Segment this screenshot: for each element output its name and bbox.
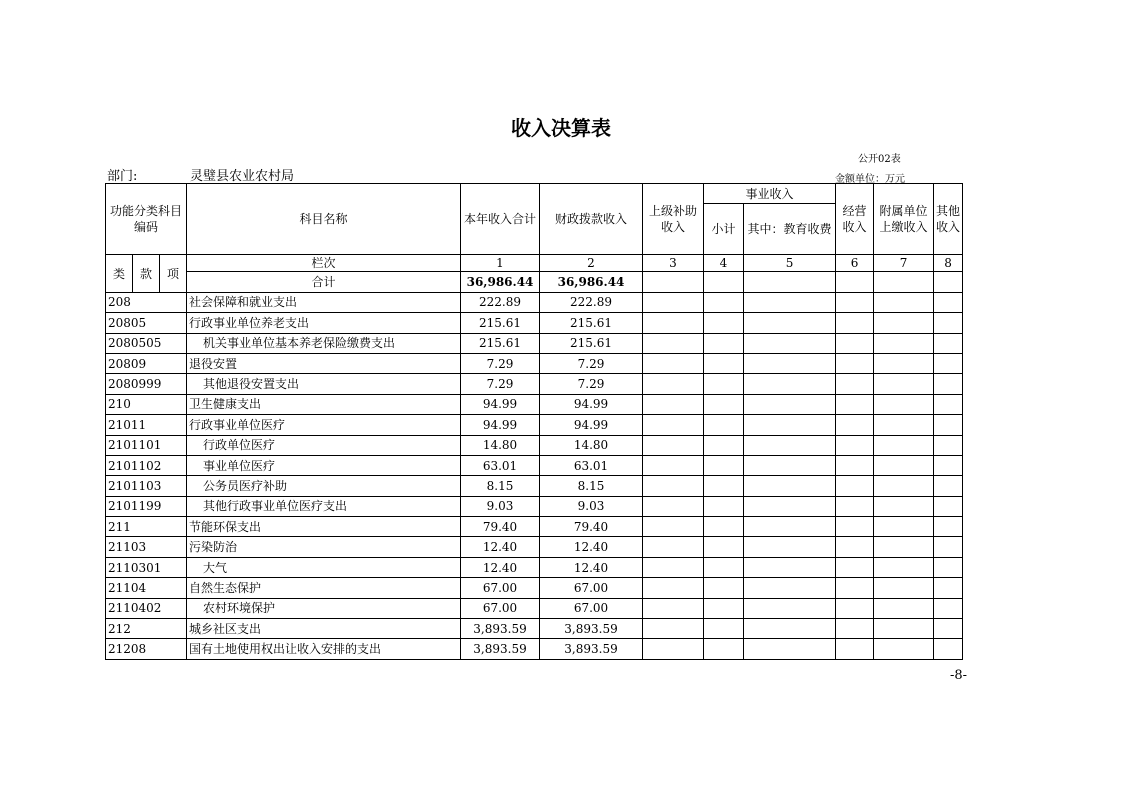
empty-cell bbox=[934, 557, 963, 577]
empty-cell bbox=[704, 517, 744, 537]
empty-cell bbox=[874, 496, 934, 516]
empty-cell bbox=[836, 394, 874, 414]
form-code: 公开02表 bbox=[858, 154, 901, 165]
empty-cell bbox=[744, 353, 836, 373]
empty-cell bbox=[934, 435, 963, 455]
empty-cell bbox=[704, 374, 744, 394]
empty-cell bbox=[934, 394, 963, 414]
table-row bbox=[106, 517, 963, 537]
row-total: 3,893.59 bbox=[461, 619, 540, 639]
empty-cell bbox=[643, 394, 704, 414]
row-fiscal: 3,893.59 bbox=[540, 619, 643, 639]
empty-cell bbox=[874, 557, 934, 577]
empty-cell bbox=[934, 292, 963, 312]
row-total: 14.80 bbox=[461, 435, 540, 455]
empty-cell bbox=[874, 313, 934, 333]
table-row bbox=[106, 435, 963, 455]
empty-cell bbox=[643, 517, 704, 537]
header-lanci: 栏次 bbox=[187, 255, 461, 272]
row-fiscal: 7.29 bbox=[540, 353, 643, 373]
empty-cell bbox=[744, 517, 836, 537]
empty-cell bbox=[836, 292, 874, 312]
row-code: 208 bbox=[106, 292, 187, 312]
row-name: 退役安置 bbox=[187, 353, 461, 373]
empty-cell bbox=[934, 496, 963, 516]
dept-label: 部门: bbox=[107, 169, 138, 184]
row-total: 12.40 bbox=[461, 537, 540, 557]
empty-cell bbox=[836, 578, 874, 598]
empty-cell bbox=[874, 292, 934, 312]
row-total: 79.40 bbox=[461, 517, 540, 537]
empty-cell bbox=[704, 333, 744, 353]
row-total: 8.15 bbox=[461, 476, 540, 496]
empty-cell bbox=[744, 394, 836, 414]
empty-cell bbox=[704, 578, 744, 598]
empty-cell bbox=[704, 394, 744, 414]
row-code: 2101103 bbox=[106, 476, 187, 496]
header-other: 其他收入 bbox=[934, 184, 963, 255]
empty-cell bbox=[934, 415, 963, 435]
empty-cell bbox=[744, 496, 836, 516]
table-row bbox=[106, 619, 963, 639]
row-code: 20809 bbox=[106, 353, 187, 373]
empty-cell bbox=[934, 598, 963, 618]
empty-cell bbox=[744, 537, 836, 557]
empty-cell bbox=[643, 598, 704, 618]
row-code: 21208 bbox=[106, 639, 187, 659]
empty-cell bbox=[934, 639, 963, 659]
empty-cell bbox=[643, 619, 704, 639]
row-code: 2110402 bbox=[106, 598, 187, 618]
empty-cell bbox=[874, 455, 934, 475]
col-index-5: 5 bbox=[744, 255, 836, 272]
row-fiscal: 94.99 bbox=[540, 415, 643, 435]
row-code: 2080999 bbox=[106, 374, 187, 394]
empty-cell bbox=[744, 598, 836, 618]
row-fiscal: 12.40 bbox=[540, 537, 643, 557]
empty-cell bbox=[934, 333, 963, 353]
empty-cell bbox=[643, 455, 704, 475]
empty-cell bbox=[744, 578, 836, 598]
row-fiscal: 63.01 bbox=[540, 455, 643, 475]
empty-cell bbox=[874, 394, 934, 414]
header-operating: 经营收入 bbox=[836, 184, 874, 255]
empty-cell bbox=[874, 619, 934, 639]
row-fiscal: 7.29 bbox=[540, 374, 643, 394]
empty-cell bbox=[744, 557, 836, 577]
row-name: 卫生健康支出 bbox=[187, 394, 461, 414]
header-xiang: 项 bbox=[160, 255, 187, 292]
empty-cell bbox=[704, 639, 744, 659]
table-row bbox=[106, 292, 963, 312]
empty-cell bbox=[643, 313, 704, 333]
table-row bbox=[106, 598, 963, 618]
empty-cell bbox=[934, 455, 963, 475]
row-code: 21103 bbox=[106, 537, 187, 557]
empty-cell bbox=[704, 557, 744, 577]
empty-cell bbox=[934, 578, 963, 598]
row-code: 2080505 bbox=[106, 333, 187, 353]
row-fiscal: 9.03 bbox=[540, 496, 643, 516]
row-total: 94.99 bbox=[461, 415, 540, 435]
empty-cell bbox=[934, 517, 963, 537]
empty-cell bbox=[836, 353, 874, 373]
empty-cell bbox=[836, 496, 874, 516]
table-row bbox=[106, 537, 963, 557]
total-label: 合计 bbox=[187, 272, 461, 292]
row-fiscal: 222.89 bbox=[540, 292, 643, 312]
empty-cell bbox=[836, 557, 874, 577]
header-total-income: 本年收入合计 bbox=[461, 184, 540, 255]
empty-cell bbox=[643, 415, 704, 435]
row-fiscal: 94.99 bbox=[540, 394, 643, 414]
empty-cell bbox=[836, 415, 874, 435]
empty-cell bbox=[836, 619, 874, 639]
empty-cell bbox=[643, 557, 704, 577]
row-name: 大气 bbox=[187, 557, 461, 577]
header-lei: 类 bbox=[106, 255, 133, 292]
empty-cell bbox=[704, 496, 744, 516]
row-fiscal: 14.80 bbox=[540, 435, 643, 455]
total-income-value: 36,986.44 bbox=[461, 272, 540, 292]
row-name: 自然生态保护 bbox=[187, 578, 461, 598]
empty-cell bbox=[643, 292, 704, 312]
row-name: 农村环境保护 bbox=[187, 598, 461, 618]
col-index-8: 8 bbox=[934, 255, 963, 272]
empty-cell bbox=[934, 353, 963, 373]
empty-cell bbox=[643, 578, 704, 598]
row-total: 94.99 bbox=[461, 394, 540, 414]
header-kuan: 款 bbox=[133, 255, 160, 292]
row-fiscal: 8.15 bbox=[540, 476, 643, 496]
row-total: 12.40 bbox=[461, 557, 540, 577]
empty-cell bbox=[643, 476, 704, 496]
empty-cell bbox=[836, 476, 874, 496]
dept-value: 灵璧县农业农村局 bbox=[190, 169, 295, 184]
empty-cell bbox=[836, 517, 874, 537]
row-name: 事业单位医疗 bbox=[187, 455, 461, 475]
row-total: 7.29 bbox=[461, 374, 540, 394]
row-name: 污染防治 bbox=[187, 537, 461, 557]
empty-cell bbox=[874, 598, 934, 618]
empty-cell bbox=[874, 476, 934, 496]
row-name: 公务员医疗补助 bbox=[187, 476, 461, 496]
header-func-code: 功能分类科目编码 bbox=[106, 184, 187, 255]
empty-cell bbox=[744, 374, 836, 394]
empty-cell bbox=[874, 415, 934, 435]
empty-cell bbox=[934, 374, 963, 394]
header-education: 其中：教育收费 bbox=[744, 204, 836, 255]
empty-cell bbox=[836, 435, 874, 455]
row-total: 215.61 bbox=[461, 333, 540, 353]
empty-cell bbox=[643, 374, 704, 394]
row-fiscal: 215.61 bbox=[540, 313, 643, 333]
empty-cell bbox=[934, 619, 963, 639]
empty-cell bbox=[744, 639, 836, 659]
row-code: 21011 bbox=[106, 415, 187, 435]
empty-cell bbox=[704, 476, 744, 496]
row-total: 222.89 bbox=[461, 292, 540, 312]
row-fiscal: 79.40 bbox=[540, 517, 643, 537]
row-name: 机关事业单位基本养老保险缴费支出 bbox=[187, 333, 461, 353]
empty-cell bbox=[704, 313, 744, 333]
empty-cell bbox=[874, 353, 934, 373]
empty-cell bbox=[874, 435, 934, 455]
row-name: 城乡社区支出 bbox=[187, 619, 461, 639]
table-row bbox=[106, 353, 963, 373]
table-row bbox=[106, 496, 963, 516]
row-total: 215.61 bbox=[461, 313, 540, 333]
header-fiscal: 财政拨款收入 bbox=[540, 184, 643, 255]
empty-cell bbox=[836, 598, 874, 618]
table-row bbox=[106, 313, 963, 333]
table-row bbox=[106, 476, 963, 496]
row-total: 63.01 bbox=[461, 455, 540, 475]
table-row bbox=[106, 415, 963, 435]
empty-cell bbox=[934, 476, 963, 496]
table-row bbox=[106, 394, 963, 414]
header-affiliated: 附属单位上缴收入 bbox=[874, 184, 934, 255]
table-row bbox=[106, 639, 963, 659]
empty-cell bbox=[874, 333, 934, 353]
row-fiscal: 67.00 bbox=[540, 598, 643, 618]
row-name: 其他退役安置支出 bbox=[187, 374, 461, 394]
row-code: 211 bbox=[106, 517, 187, 537]
col-index-1: 1 bbox=[461, 255, 540, 272]
empty-cell bbox=[744, 435, 836, 455]
empty-cell bbox=[643, 333, 704, 353]
row-name: 行政事业单位医疗 bbox=[187, 415, 461, 435]
header-business: 事业收入 bbox=[704, 184, 836, 204]
empty-cell bbox=[643, 537, 704, 557]
row-total: 3,893.59 bbox=[461, 639, 540, 659]
empty-cell bbox=[744, 313, 836, 333]
row-code: 2101102 bbox=[106, 455, 187, 475]
empty-cell bbox=[704, 619, 744, 639]
col-index-3: 3 bbox=[643, 255, 704, 272]
row-fiscal: 67.00 bbox=[540, 578, 643, 598]
empty-cell bbox=[643, 639, 704, 659]
table-row bbox=[106, 374, 963, 394]
income-table bbox=[105, 183, 963, 660]
empty-cell bbox=[874, 639, 934, 659]
empty-cell bbox=[836, 374, 874, 394]
col-index-2: 2 bbox=[540, 255, 643, 272]
row-name: 国有土地使用权出让收入安排的支出 bbox=[187, 639, 461, 659]
row-total: 7.29 bbox=[461, 353, 540, 373]
empty-cell bbox=[704, 537, 744, 557]
empty-cell bbox=[643, 496, 704, 516]
empty-cell bbox=[704, 598, 744, 618]
row-code: 210 bbox=[106, 394, 187, 414]
col-index-7: 7 bbox=[874, 255, 934, 272]
row-name: 其他行政事业单位医疗支出 bbox=[187, 496, 461, 516]
empty-cell bbox=[744, 415, 836, 435]
table-row bbox=[106, 333, 963, 353]
empty-cell bbox=[744, 333, 836, 353]
empty-cell bbox=[744, 455, 836, 475]
row-fiscal: 12.40 bbox=[540, 557, 643, 577]
empty-cell bbox=[874, 517, 934, 537]
row-name: 社会保障和就业支出 bbox=[187, 292, 461, 312]
table-row bbox=[106, 578, 963, 598]
col-index-4: 4 bbox=[704, 255, 744, 272]
empty-cell bbox=[643, 353, 704, 373]
row-code: 212 bbox=[106, 619, 187, 639]
row-name: 行政单位医疗 bbox=[187, 435, 461, 455]
empty-cell bbox=[744, 292, 836, 312]
row-code: 2101101 bbox=[106, 435, 187, 455]
empty-cell bbox=[836, 639, 874, 659]
empty-cell bbox=[874, 578, 934, 598]
header-subtotal: 小计 bbox=[704, 204, 744, 255]
empty-cell bbox=[744, 619, 836, 639]
table-row bbox=[106, 455, 963, 475]
empty-cell bbox=[836, 455, 874, 475]
header-superior: 上级补助收入 bbox=[643, 184, 704, 255]
row-code: 20805 bbox=[106, 313, 187, 333]
row-name: 节能环保支出 bbox=[187, 517, 461, 537]
row-total: 67.00 bbox=[461, 598, 540, 618]
row-total: 9.03 bbox=[461, 496, 540, 516]
row-fiscal: 3,893.59 bbox=[540, 639, 643, 659]
unit-label: 金额单位：万元 bbox=[835, 174, 905, 185]
row-name: 行政事业单位养老支出 bbox=[187, 313, 461, 333]
empty-cell bbox=[836, 333, 874, 353]
empty-cell bbox=[643, 435, 704, 455]
col-index-6: 6 bbox=[836, 255, 874, 272]
empty-cell bbox=[704, 435, 744, 455]
row-fiscal: 215.61 bbox=[540, 333, 643, 353]
row-code: 21104 bbox=[106, 578, 187, 598]
empty-cell bbox=[934, 313, 963, 333]
empty-cell bbox=[704, 292, 744, 312]
row-total: 67.00 bbox=[461, 578, 540, 598]
total-row bbox=[106, 272, 963, 292]
page-number: -8- bbox=[950, 668, 968, 683]
total-fiscal-value: 36,986.44 bbox=[540, 272, 643, 292]
empty-cell bbox=[874, 537, 934, 557]
row-code: 2101199 bbox=[106, 496, 187, 516]
header-subject-name: 科目名称 bbox=[187, 184, 461, 255]
empty-cell bbox=[744, 476, 836, 496]
empty-cell bbox=[934, 537, 963, 557]
empty-cell bbox=[836, 313, 874, 333]
empty-cell bbox=[704, 353, 744, 373]
page-title: 收入决算表 bbox=[511, 116, 611, 140]
empty-cell bbox=[836, 537, 874, 557]
empty-cell bbox=[704, 455, 744, 475]
empty-cell bbox=[704, 415, 744, 435]
table-row bbox=[106, 557, 963, 577]
row-code: 2110301 bbox=[106, 557, 187, 577]
empty-cell bbox=[874, 374, 934, 394]
